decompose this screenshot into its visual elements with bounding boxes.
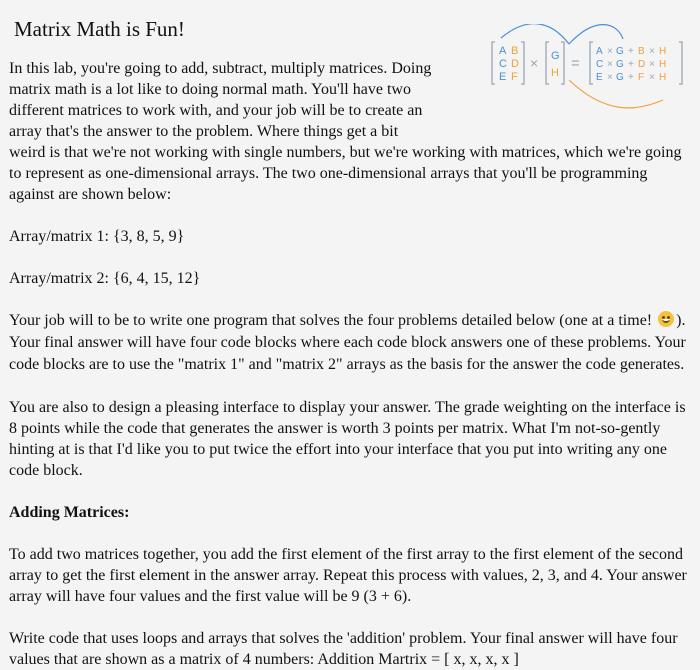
left-matrix-f: F (511, 71, 518, 83)
result-cell: H (659, 59, 667, 70)
result-cell: B (638, 46, 645, 57)
equals-sign: = (571, 55, 580, 72)
left-matrix-a: A (499, 45, 507, 57)
lab-body (9, 58, 692, 670)
left-matrix-e: E (499, 71, 507, 83)
interface-paragraph: You are also to design a pleasing interface to display your answer. The grade weighting on the interface is 8 points while the code that generates the answer is worth 3 points per matrix. What I'm not-so-gently hinting at is that I'd like you to put twice the effort into your interface that you put into writing any one code block. (9, 399, 686, 479)
result-cell: × (607, 72, 613, 83)
result-cell: H (659, 46, 667, 57)
result-cell: G (616, 46, 624, 57)
intro-line: different matrices to work with, and your job will be to create an (9, 102, 423, 119)
blue-arc-a (501, 24, 569, 44)
adding-matrices-heading: Adding Matrices: (9, 504, 130, 521)
adding-paragraph: To add two matrices together, you add the first element of the first array to the first element of the second array to get the first element in the answer array. Repeat this process with values, 2, 3, and 4. Your answer array will have four values and the first value will be 9 (3 + 6). (9, 546, 687, 605)
job-text-after: ). Your final answer will have four code blocks where each code block answers one of these problems. Your code blocks are to use the "matrix 1" and "matrix 2" arrays as the basis for the answer the code generates. (9, 312, 686, 373)
left-matrix-c: C (499, 58, 507, 70)
result-cell: G (616, 59, 624, 70)
left-matrix-d: D (511, 58, 519, 70)
result-cell: × (649, 72, 655, 83)
result-cell: × (649, 46, 655, 57)
blue-arc-b (569, 25, 623, 44)
job-text-before: Your job will to be to write one program that solves the four problems detailed below (one at a time! (9, 312, 653, 329)
result-cell: C (596, 59, 604, 70)
result-cell: G (616, 72, 624, 83)
intro-line: array that's the answer to the problem. Where things get a bit (9, 123, 399, 140)
intro-continuation: weird is that we're not working with single numbers, but we're working with matrices, which we're going to represent as one-dimensional arrays. The two one-dimensional arrays that you'll be programming against are shown below: (9, 144, 682, 203)
times-sign: × (530, 55, 539, 71)
result-cell: D (638, 59, 646, 70)
left-matrix-b: B (511, 45, 519, 57)
array-matrix-2: Array/matrix 2: {6, 4, 15, 12} (9, 270, 201, 287)
result-cell: + (628, 59, 634, 70)
result-cell: F (638, 72, 645, 83)
result-cell: × (607, 46, 613, 57)
result-cell: + (628, 72, 634, 83)
result-cell: × (607, 59, 613, 70)
code-paragraph: Write code that uses loops and arrays that solves the 'addition' problem. Your final answer will have four values that are shown as a matrix of 4 numbers: Addition Martrix = [ x, x, x, x ] (9, 630, 678, 668)
result-cell: E (596, 72, 603, 83)
middle-matrix-h: H (551, 67, 559, 79)
result-cell: H (659, 72, 667, 83)
job-paragraph (9, 310, 692, 376)
grinning-face-icon (658, 311, 674, 327)
intro-line: In this lab, you're going to add, subtract, multiply matrices. Doing (9, 60, 432, 77)
result-row-1 (596, 46, 666, 57)
result-cell: × (649, 59, 655, 70)
result-cell: + (628, 46, 634, 57)
result-cell: A (596, 46, 603, 57)
intro-line: matrix math is a lot like to doing normal math. You'll have two (9, 81, 411, 98)
array-matrix-1: Array/matrix 1: {3, 8, 5, 9} (9, 228, 185, 245)
page-title: Matrix Math is Fun! (14, 17, 185, 41)
middle-matrix-g: G (551, 50, 560, 62)
